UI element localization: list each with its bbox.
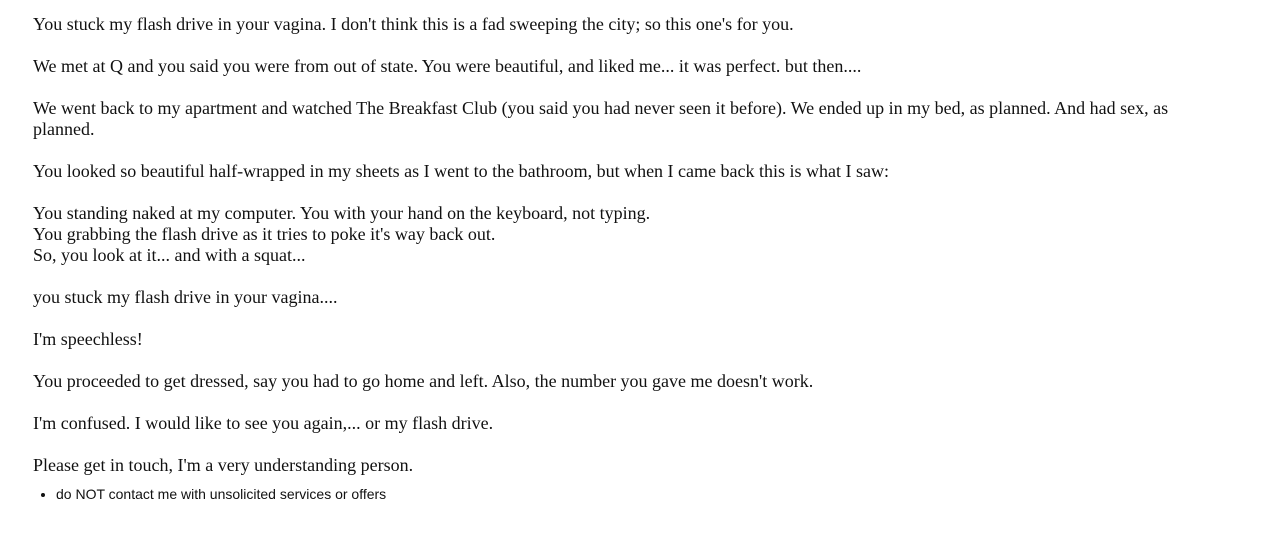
posting-paragraph: I'm speechless! bbox=[33, 329, 143, 349]
posting-line-group bbox=[33, 203, 1173, 266]
posting-line: You grabbing the flash drive as it tries to poke it's way back out. bbox=[33, 224, 496, 244]
posting-paragraph: Please get in touch, I'm a very understanding person. bbox=[33, 455, 414, 475]
posting-notices bbox=[33, 485, 1280, 503]
posting-body bbox=[33, 14, 1173, 476]
posting-paragraph: We went back to my apartment and watched The Breakfast Club (you said you had never seen it before). We ended up in my bed, as planned. And had sex, as planned. bbox=[33, 98, 1169, 139]
posting-paragraph: you stuck my flash drive in your vagina.... bbox=[33, 287, 338, 307]
posting-paragraph: You looked so beautiful half-wrapped in my sheets as I went to the bathroom, but when I came back this is what I saw: bbox=[33, 161, 889, 181]
posting-paragraph: You stuck my flash drive in your vagina. I don't think this is a fad sweeping the city; so this one's for you. bbox=[33, 14, 794, 34]
notice-item: • do NOT contact me with unsolicited services or offers bbox=[56, 485, 1280, 503]
posting-line: So, you look at it... and with a squat... bbox=[33, 245, 306, 265]
posting-line: You standing naked at my computer. You with your hand on the keyboard, not typing. bbox=[33, 203, 651, 223]
posting-paragraph: You proceeded to get dressed, say you had to go home and left. Also, the number you gave me doesn't work. bbox=[33, 371, 814, 391]
posting-paragraph: We met at Q and you said you were from out of state. You were beautiful, and liked me... it was perfect. but then.... bbox=[33, 56, 862, 76]
posting-paragraph: I'm confused. I would like to see you again,... or my flash drive. bbox=[33, 413, 494, 433]
